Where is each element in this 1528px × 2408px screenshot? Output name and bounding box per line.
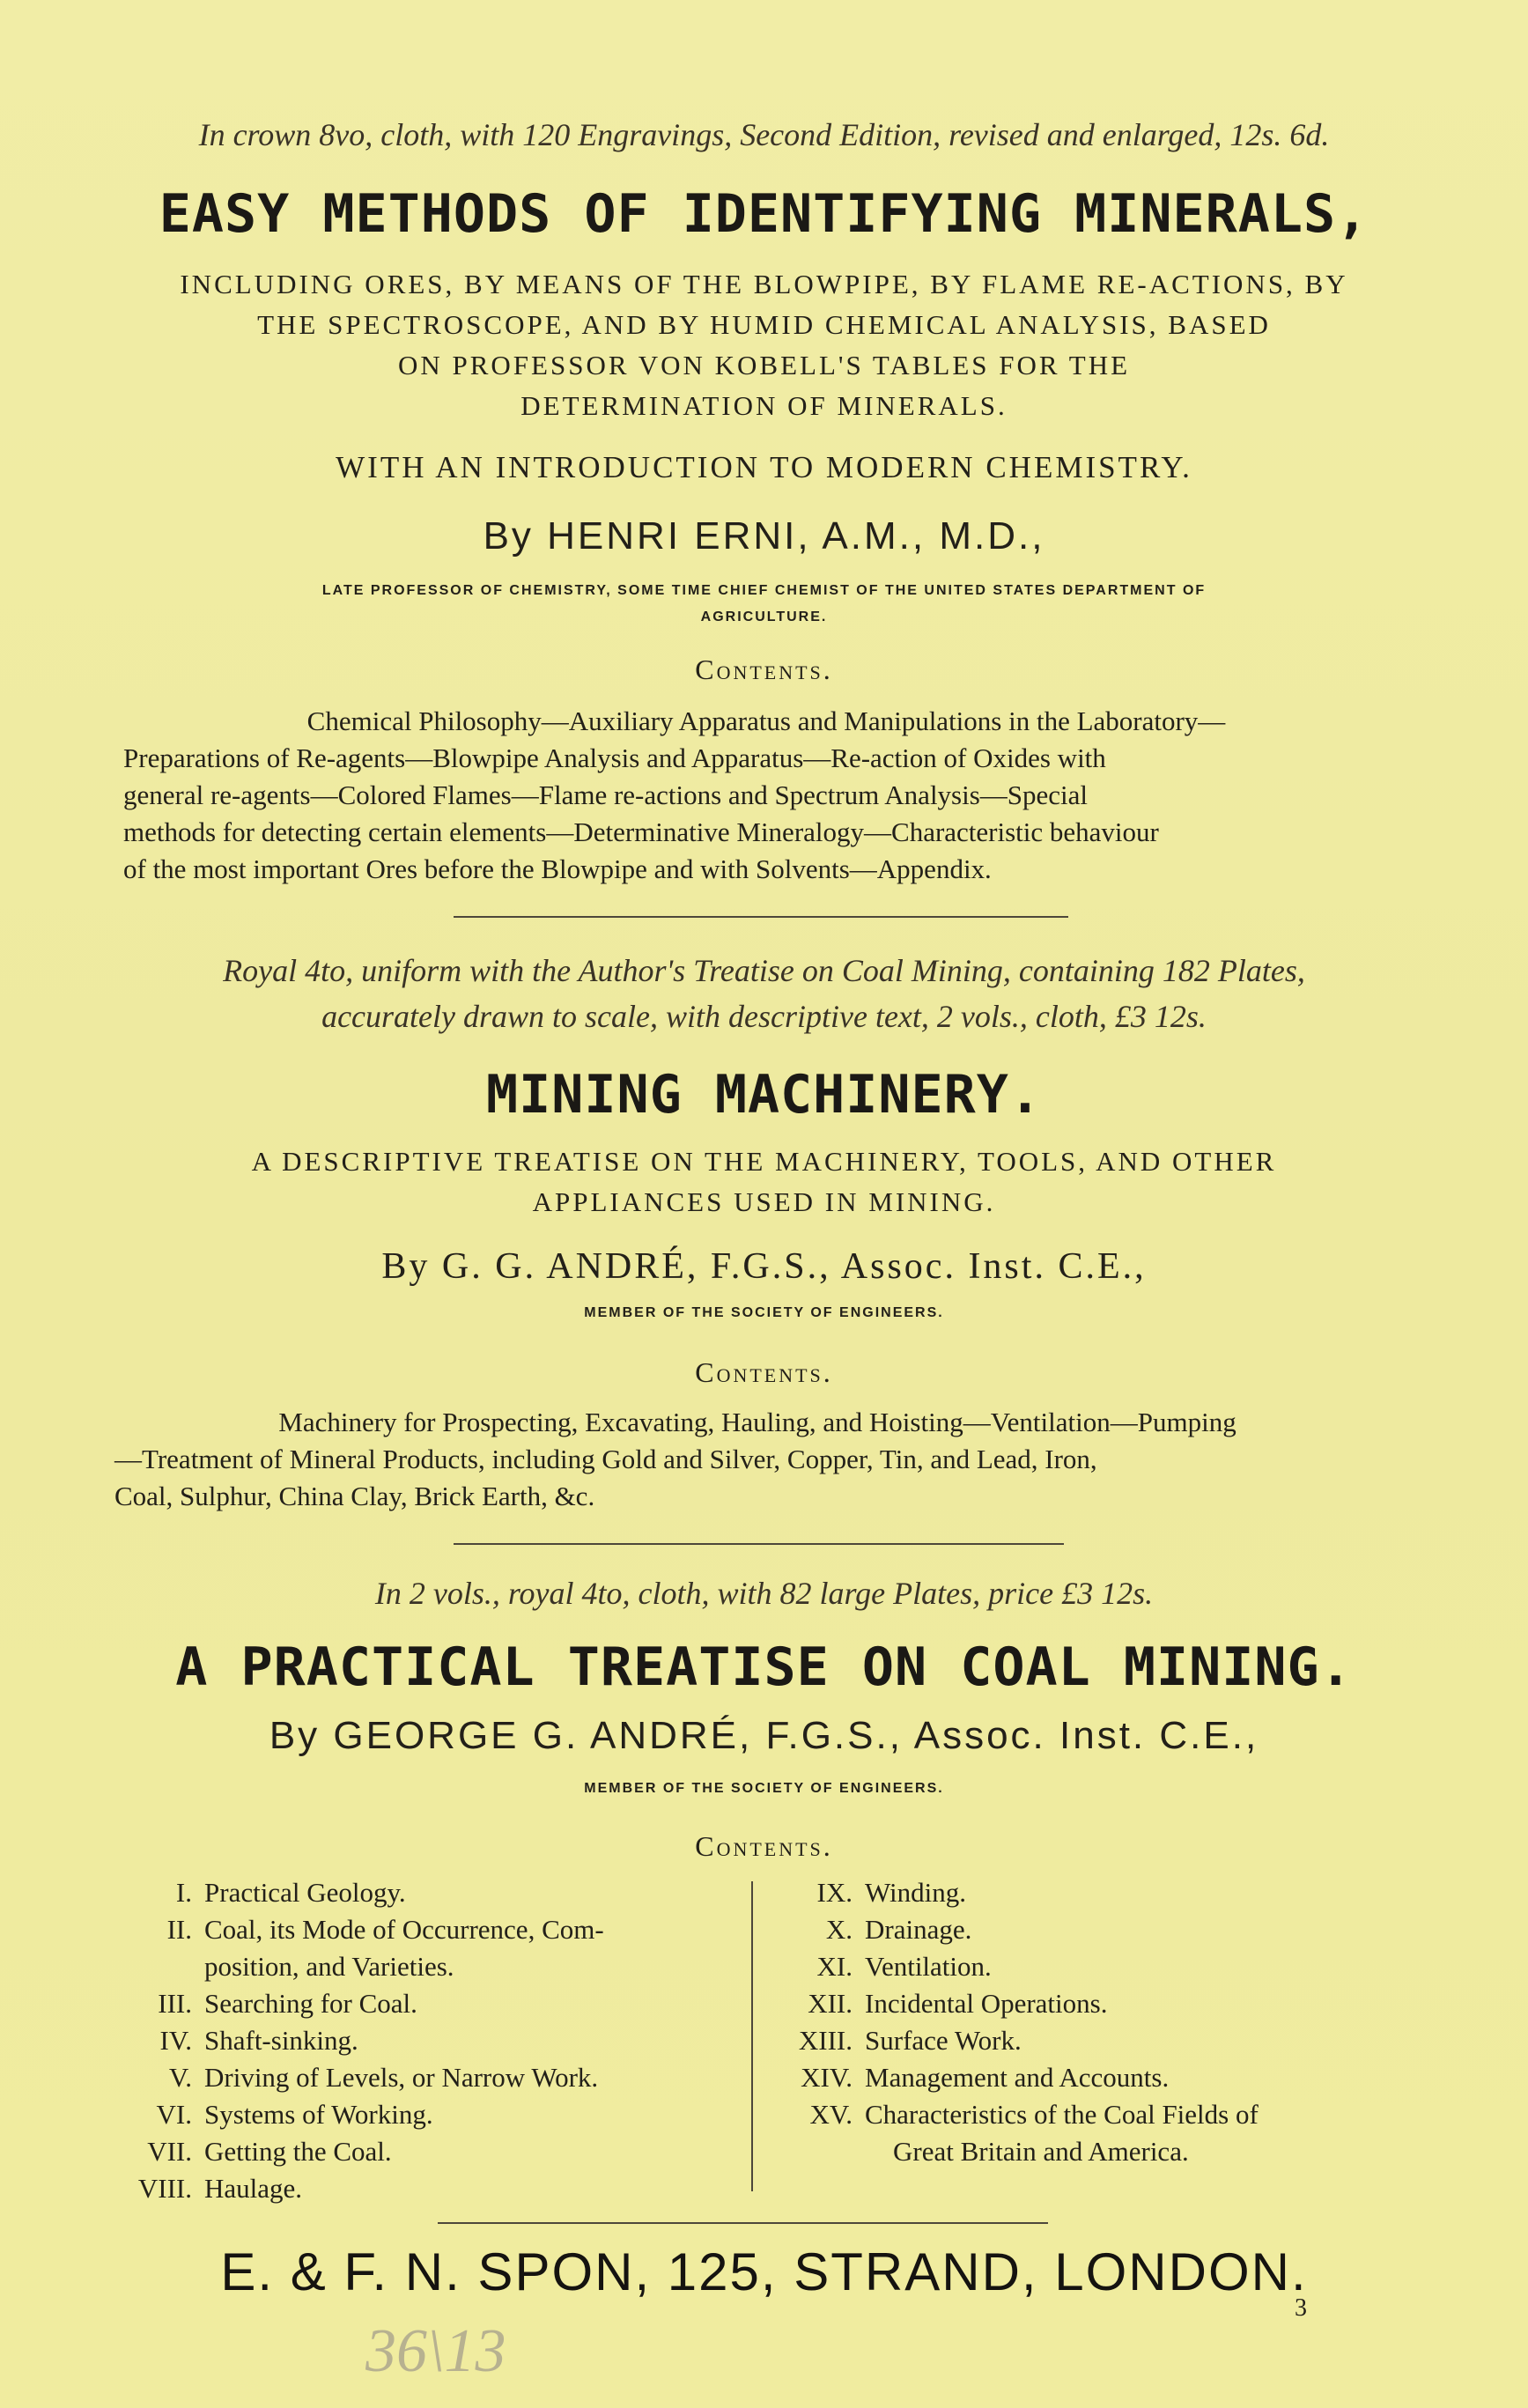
contents-item [766,2059,1436,2096]
book2-edition-line: Royal 4to, uniform with the Author's Treatise on Coal Mining, containing 182 Plates, [223,953,1305,988]
book2-contents-line: —Treatment of Mineral Products, including Gold and Silver, Copper, Tin, and Lead, Iron, [114,1444,1097,1474]
contents-item-continued [766,2133,1436,2170]
contents-item [766,2022,1436,2059]
contents-item-number: X. [825,1914,853,1945]
book2-contents-line: Coal, Sulphur, China Clay, Brick Earth, &c. [114,1481,595,1511]
book2-title: MINING MACHINERY. [485,1064,1043,1126]
book1-author: By HENRI ERNI, A.M., M.D., [483,514,1045,558]
contents-item [106,2170,749,2207]
contents-item-text: Characteristics of the Coal Fields of [865,2099,1259,2130]
divider-rule [454,916,1068,918]
book2-author: By G. G. ANDRÉ, F.G.S., Assoc. Inst. C.E., [381,1246,1147,1287]
book2-subtitle-line: A DESCRIPTIVE TREATISE ON THE MACHINERY, TOOLS, AND OTHER [251,1146,1277,1177]
book1-subtitle [0,264,1528,426]
contents-item-number [106,1948,204,1985]
contents-item [106,2059,749,2096]
contents-item-text: Driving of Levels, or Narrow Work. [204,2062,599,2093]
book1-subtitle-line: THE SPECTROSCOPE, AND BY HUMID CHEMICAL ANALYSIS, BASED [257,309,1271,340]
contents-item-text: Coal, its Mode of Occurrence, Com- [204,1914,604,1945]
contents-item-text: Management and Accounts. [865,2062,1170,2093]
contents-item-number: I. [175,1877,192,1908]
contents-item [766,1911,1436,1948]
book1-contents-line: general re-agents—Colored Flames—Flame re-actions and Spectrum Analysis—Special [123,779,1089,810]
book3-author: By GEORGE G. ANDRÉ, F.G.S., Assoc. Inst. C.E., [269,1714,1259,1757]
contents-item-continued [106,1948,749,1985]
contents-item [766,1985,1436,2022]
contents-item-text: Great Britain and America. [893,2136,1189,2167]
contents-item-text: Haulage. [204,2173,303,2204]
contents-item-number: II. [166,1914,192,1945]
book1-contents-line: Chemical Philosophy—Auxiliary Apparatus and Manipulations in the Laboratory— [306,705,1226,736]
page-number: 3 [1295,2294,1307,2322]
contents-item-number: VII. [147,2136,192,2167]
contents-item-number: XIII. [798,2025,853,2056]
book1-subtitle-line: INCLUDING ORES, BY MEANS OF THE BLOWPIPE, BY FLAME RE-ACTIONS, BY [180,269,1348,299]
book1-contents-line: of the most important Ores before the Blowpipe and with Solvents—Appendix. [123,853,992,884]
book1-edition-line: In crown 8vo, cloth, with 120 Engravings, Second Edition, revised and enlarged, 12s. 6d. [198,117,1330,152]
book1-subtitle-line: ON PROFESSOR VON KOBELL'S TABLES FOR THE [397,350,1131,380]
contents-item-number [766,2133,893,2170]
contents-item-number: XV. [809,2099,853,2130]
book2-contents [114,1404,1400,1515]
book1-author-note-line: LATE PROFESSOR OF CHEMISTRY, SOME TIME CHIEF CHEMIST OF THE UNITED STATES DEPARTMENT OF [321,583,1207,598]
divider-rule [438,2222,1048,2224]
book1-contents-line: methods for detecting certain elements—Determinative Mineralogy—Characteristic behaviour [123,816,1159,847]
book2-edition-line: accurately drawn to scale, with descriptive text, 2 vols., cloth, £3 12s. [321,999,1207,1034]
book1-title: EASY METHODS OF IDENTIFYING MINERALS, [159,183,1369,245]
contents-item [106,1911,749,1948]
book2-contents-line: Machinery for Prospecting, Excavating, Hauling, and Hoisting—Ventilation—Pumping [278,1407,1236,1437]
book3-title: A PRACTICAL TREATISE ON COAL MINING. [175,1636,1353,1698]
book3-contents-right-column [766,1874,1436,2170]
contents-item-number: VI. [156,2099,192,2130]
book3-contents-heading: Contents. [695,1830,833,1862]
contents-item-number: IX. [816,1877,853,1908]
contents-item-text: Winding. [865,1877,966,1908]
contents-item-number: IV. [159,2025,192,2056]
divider-rule [454,1543,1064,1545]
book1-contents [123,703,1409,888]
contents-item-number: XIV. [801,2062,853,2093]
column-divider [751,1881,753,2191]
contents-item-text: Getting the Coal. [204,2136,392,2167]
contents-item-number: XI. [816,1951,853,1982]
pencil-mark: 36\13 [365,2317,506,2385]
contents-item-text: Incidental Operations. [865,1988,1108,2019]
book3-edition-line: In 2 vols., royal 4to, cloth, with 82 large Plates, price £3 12s. [374,1576,1154,1611]
contents-item [766,1874,1436,1911]
contents-item-text: Ventilation. [865,1951,992,1982]
contents-item-text: Systems of Working. [204,2099,433,2130]
book1-author-note [0,578,1528,631]
book1-subtitle-line: DETERMINATION OF MINERALS. [520,390,1008,421]
contents-item [766,1948,1436,1985]
book1-contents-heading: Contents. [695,654,833,685]
contents-item-text: Practical Geology. [204,1877,406,1908]
book1-contents-line: Preparations of Re-agents—Blowpipe Analysis and Apparatus—Re-action of Oxides with [123,742,1106,773]
book2-author-note: MEMBER OF THE SOCIETY OF ENGINEERS. [584,1305,944,1320]
publisher-imprint: E. & F. N. SPON, 125, STRAND, LONDON. [220,2242,1308,2301]
contents-item [106,1985,749,2022]
contents-item [106,2022,749,2059]
contents-item-text: position, and Varieties. [204,1951,454,1982]
book1-author-note-line: AGRICULTURE. [700,609,828,624]
book3-author-note: MEMBER OF THE SOCIETY OF ENGINEERS. [584,1781,944,1796]
contents-item [106,2133,749,2170]
contents-item-number: VIII. [137,2173,192,2204]
contents-item [106,2096,749,2133]
contents-item-text: Drainage. [865,1914,972,1945]
contents-item-number: XII. [808,1988,853,2019]
contents-item [766,2096,1436,2133]
book1-intro-line: WITH AN INTRODUCTION TO MODERN CHEMISTRY. [336,450,1192,484]
book3-contents-left-column [106,1874,749,2207]
book2-contents-heading: Contents. [695,1356,833,1388]
contents-item-text: Shaft-sinking. [204,2025,358,2056]
book2-subtitle-line: APPLIANCES USED IN MINING. [532,1186,996,1217]
book2-edition [0,948,1528,1039]
contents-item [106,1874,749,1911]
contents-item-text: Searching for Coal. [204,1988,417,2019]
book2-subtitle [0,1141,1528,1222]
contents-item-text: Surface Work. [865,2025,1022,2056]
contents-item-number: V. [168,2062,192,2093]
contents-item-number: III. [158,1988,192,2019]
